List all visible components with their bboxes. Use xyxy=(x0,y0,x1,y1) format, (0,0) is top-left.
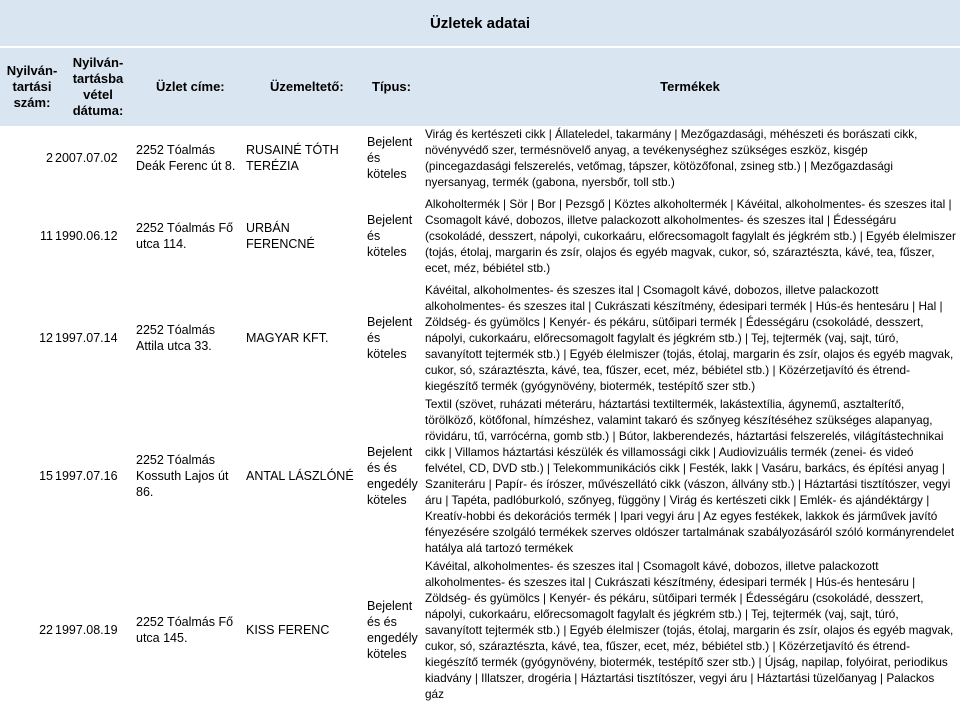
header-operator: Üzemeltető: xyxy=(270,79,344,94)
stores-table xyxy=(0,126,960,702)
operator-cell: URBÁN FERENCNÉ xyxy=(246,221,315,251)
products-cell: Alkoholtermék | Sör | Bor | Pezsgő | Köztes alkoholtermék | Kávéital, alkoholmentes- és szeszes ital | Csomagolt kávé, dobozos, illetve palackozott alkoholmentes- és szeszes ital | Édességáru (csokoládé, desszert, nápolyi, cukorkaáru, előrecsomagolt fagylalt és jégkrém stb.) | Egyéb élelmiszer (tojás, étolaj, margarin és zsír, olajos és egyéb magvak, cukor, só, száraztészta, kávé, tea, fűszer, ecet, méz, bébiétel stb.) xyxy=(425,197,956,275)
header-reg-date: Nyilván-tartásba vétel dátuma: xyxy=(72,55,124,118)
type-cell: Bejelent és köteles xyxy=(367,135,413,181)
header-type: Típus: xyxy=(372,79,411,94)
type-cell: Bejelent és és engedély köteles xyxy=(367,599,418,661)
products-cell: Virág és kertészeti cikk | Állateledel, takarmány | Mezőgazdasági, méhészeti és borászati cikk, növényvédő szer, termésnövelő anyag, a tevékenységhez szükséges eszköz, kisgép (pincegazdasági felszerelés, vetőmag, tápszer, kötözőfonal, zsineg stb.) | Mezőgazdasági nyersanyag, termék (gabona, nyersbőr, toll stb.) xyxy=(425,127,918,189)
table-row xyxy=(0,282,960,394)
reg-date-cell: 2007.07.02 xyxy=(55,151,118,165)
table-row xyxy=(0,396,960,556)
type-cell: Bejelent és köteles xyxy=(367,315,413,361)
reg-date-cell: 1997.08.19 xyxy=(55,623,118,637)
reg-date-cell: 1990.06.12 xyxy=(55,229,118,243)
products-cell: Textil (szövet, ruházati méteráru, háztartási textiltermék, lakástextília, ágynemű, asztalterítő, törölköző, kötőfonal, hímzéshez, valamint takaró és szőnyeg készítéséhez szükséges alapanyag, rövidáru, tű, varrócérna, gomb stb.) | Bútor, lakberendezés, háztartási felszerelés, világítástechnikai cikk | Villamos háztartási készülék és villamossági cikk | Audiovizuális termék (zenei- és videó felvétel, CD, DVD stb.) | Telekommunikációs cikk | Festék, lakk | Vasáru, barkács, és építési anyag | Szaniteráru | Papír- és írószer, művészellátó cikk (vászon, állvány stb.) | Háztartási tisztítószer, vegyi áru | Tapéta, padlóburkoló, szőnyeg, függöny | Virág és kertészeti cikk | Emlék- és ajándéktárgy | Kreatív-hobbi és dekorációs termék | Ipari vegyi áru | Az egyes festékek, lakkok és járművek javító fényezésére szolgáló termékek szerves oldószer tartalmának szabályozásáról szóló kormányrendelet hatálya alá tartozó termékek xyxy=(425,397,955,555)
address-cell: 2252 Tóalmás Attila utca 33. xyxy=(136,323,215,353)
reg-no-cell: 22 xyxy=(39,623,53,637)
type-cell: Bejelent és köteles xyxy=(367,213,413,259)
header-reg-no: Nyilván-tartási szám: xyxy=(6,63,58,110)
table-header xyxy=(0,48,960,126)
address-cell: 2252 Tóalmás Deák Ferenc út 8. xyxy=(136,143,236,173)
table-row xyxy=(0,558,960,702)
header-address: Üzlet címe: xyxy=(156,79,225,94)
address-cell: 2252 Tóalmás Fő utca 114. xyxy=(136,221,234,251)
operator-cell: RUSAINÉ TÓTH TERÉZIA xyxy=(246,143,339,173)
operator-cell: ANTAL LÁSZLÓNÉ xyxy=(246,469,354,483)
products-cell: Kávéital, alkoholmentes- és szeszes ital | Csomagolt kávé, dobozos, illetve palackozott alkoholmentes- és szeszes ital | Cukrászati készítmény, édesipari termék | Hús-és hentesáru | Hal | Zöldség- és gyümölcs | Kenyér- és pékáru, sütőipari termék | Édességáru (csokoládé, desszert, nápolyi, cukorkaáru, előrecsomagolt fagylalt és jégkrém stb.) | Tej, tejtermék (vaj, sajt, túró, savanyított tejtermék stb.) | Egyéb élelmiszer (tojás, étolaj, margarin és zsír, olajos és egyéb magvak, cukor, só, száraztészta, kávé, tea, fűszer, ecet, méz, bébiétel stb.) | Közérzetjavító és étrend-kiegészítő termék (gyógynövény, biotermék, testépítő szer stb.) xyxy=(425,283,954,393)
products-cell: Kávéital, alkoholmentes- és szeszes ital | Csomagolt kávé, dobozos, illetve palackozott alkoholmentes- és szeszes ital | Cukrászati készítmény, édesipari termék | Hús-és hentesáru | Zöldség- és gyümölcs | Kenyér- és pékáru, sütőipari termék | Édességáru (csokoládé, desszert, nápolyi, cukorkaáru, előrecsomagolt fagylalt és jégkrém stb.) | Tej, tejtermék (vaj, sajt, túró, savanyított tejtermék stb.) | Egyéb élelmiszer (tojás, étolaj, margarin és zsír, olajos és egyéb magvak, cukor, só, száraztészta, kávé, tea, fűszer, ecet, méz, bébiétel stb.) | Közérzetjavító és étrend-kiegészítő termék (gyógynövény, biotermék, testépítő szer stb.) | Újság, napilap, folyóirat, periodikus kiadvány | Illatszer, drogéria | Háztartási tisztítószer, vegyi áru | Háztartási tüzelőanyag | Palackos gáz xyxy=(425,559,954,701)
header-products: Termékek xyxy=(660,79,720,94)
reg-no-cell: 15 xyxy=(39,469,53,483)
reg-no-cell: 2 xyxy=(46,151,53,165)
type-cell: Bejelent és és engedély köteles xyxy=(367,445,418,507)
operator-cell: KISS FERENC xyxy=(246,623,330,637)
page-title: Üzletek adatai xyxy=(0,0,960,46)
reg-date-cell: 1997.07.14 xyxy=(55,331,118,345)
table-row xyxy=(0,192,960,280)
reg-date-cell: 1997.07.16 xyxy=(55,469,118,483)
table-row xyxy=(0,126,960,190)
address-cell: 2252 Tóalmás Kossuth Lajos út 86. xyxy=(136,453,229,499)
reg-no-cell: 12 xyxy=(39,331,53,345)
operator-cell: MAGYAR KFT. xyxy=(246,331,329,345)
address-cell: 2252 Tóalmás Fő utca 145. xyxy=(136,615,234,645)
reg-no-cell: 11 xyxy=(40,229,53,243)
